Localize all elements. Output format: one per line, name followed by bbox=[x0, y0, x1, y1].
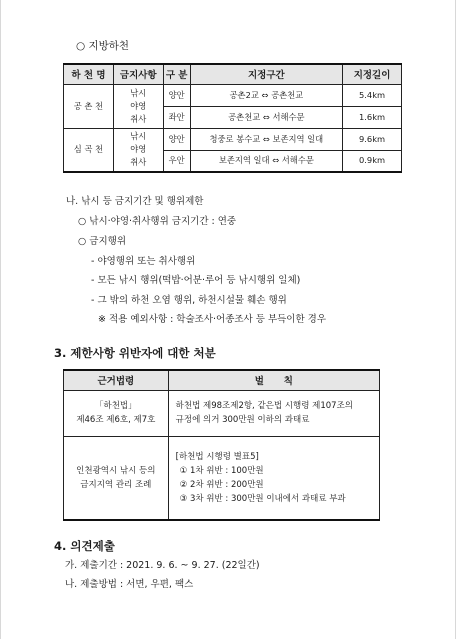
basis-cell bbox=[64, 390, 169, 436]
ban-items: 낚시 야영 취사 bbox=[113, 84, 163, 128]
section3-title: 3. 제한사항 위반자에 대한 처분 bbox=[54, 346, 216, 360]
col-range: 지정구간 bbox=[190, 64, 342, 84]
penalty-line: 하천법 제98조제2항, 같은법 시행령 제107조의 bbox=[175, 401, 353, 411]
range: 공촌2교 ⇔ 공촌천교 bbox=[190, 84, 342, 106]
river-name: 공 촌 천 bbox=[64, 84, 114, 128]
col-basis: 근거법령 bbox=[64, 370, 169, 390]
basis-line: 제46조 제6호, 제7호 bbox=[76, 415, 156, 425]
penalty-line: ③ 3차 위반 : 300만원 이내에서 과태료 부과 bbox=[179, 493, 346, 504]
length: 5.4km bbox=[343, 84, 402, 106]
col-length: 지정길이 bbox=[343, 64, 402, 84]
banned-act-item: - 그 밖의 하천 오염 행위, 하천시설물 훼손 행위 bbox=[91, 295, 287, 306]
penalty-cell bbox=[168, 390, 379, 436]
side: 우안 bbox=[163, 150, 190, 172]
banned-acts-heading: ○ 금지행위 bbox=[78, 236, 127, 247]
table-row bbox=[64, 128, 402, 150]
range: 청중로 봉수교 ⇔ 보존지역 일대 bbox=[190, 128, 342, 150]
basis-cell bbox=[64, 436, 169, 520]
penalty-line: 규정에 의거 300만원 이하의 과태료 bbox=[175, 415, 310, 425]
penalty-line: [하천법 시행령 별표5] bbox=[175, 451, 259, 462]
penalty-cell bbox=[168, 436, 379, 520]
length: 9.6km bbox=[343, 128, 402, 150]
table-row bbox=[64, 436, 380, 520]
submission-period: 가. 제출기간 : 2021. 9. 6. ~ 9. 27. (22일간) bbox=[65, 560, 260, 571]
ban-period: ○ 낚시·야영·취사행위 금지기간 : 연중 bbox=[78, 216, 237, 227]
side: 양안 bbox=[163, 84, 190, 106]
submission-method: 나. 제출방법 : 서면, 우편, 팩스 bbox=[65, 579, 194, 590]
section4-title: 4. 의견제출 bbox=[54, 539, 115, 553]
table-row bbox=[64, 390, 380, 436]
section-b-title: 나. 낚시 등 금지기간 및 행위제한 bbox=[66, 196, 204, 207]
exception-note: ※ 적용 예외사항 : 학술조사·어종조사 등 부득이한 경우 bbox=[98, 314, 327, 325]
length: 1.6km bbox=[343, 106, 402, 128]
col-side: 구 분 bbox=[163, 64, 190, 84]
range: 보존지역 일대 ⇔ 서해수문 bbox=[190, 150, 342, 172]
ban-items: 낚시 야영 취사 bbox=[113, 128, 163, 172]
table-header-row bbox=[64, 64, 402, 84]
basis-line: 금지지역 관리 조례 bbox=[80, 479, 152, 490]
table-row bbox=[64, 84, 402, 106]
col-penalty: 벌 칙 bbox=[168, 370, 379, 390]
basis-line: 인천광역시 낚시 등의 bbox=[76, 465, 156, 476]
side: 좌안 bbox=[163, 106, 190, 128]
range: 공촌천교 ⇔ 서해수문 bbox=[190, 106, 342, 128]
table-header-row bbox=[64, 370, 380, 390]
penalty-line: ② 2차 위반 : 200만원 bbox=[179, 479, 264, 490]
side: 양안 bbox=[163, 128, 190, 150]
basis-line: 「하천법」 bbox=[95, 401, 137, 411]
river-name: 심 곡 천 bbox=[64, 128, 114, 172]
section-local-heading: ○ 지방하천 bbox=[76, 40, 130, 52]
banned-act-item: - 모든 낚시 행위(떡밥·어분·루어 등 낚시행위 일체) bbox=[91, 275, 301, 286]
penalty-line: ① 1차 위반 : 100만원 bbox=[179, 465, 264, 476]
penalty-table bbox=[63, 369, 380, 521]
length: 0.9km bbox=[343, 150, 402, 172]
col-river: 하 천 명 bbox=[64, 64, 114, 84]
banned-act-item: - 야영행위 또는 취사행위 bbox=[91, 256, 196, 267]
designated-section-table bbox=[63, 63, 402, 173]
col-ban: 금지사항 bbox=[113, 64, 163, 84]
